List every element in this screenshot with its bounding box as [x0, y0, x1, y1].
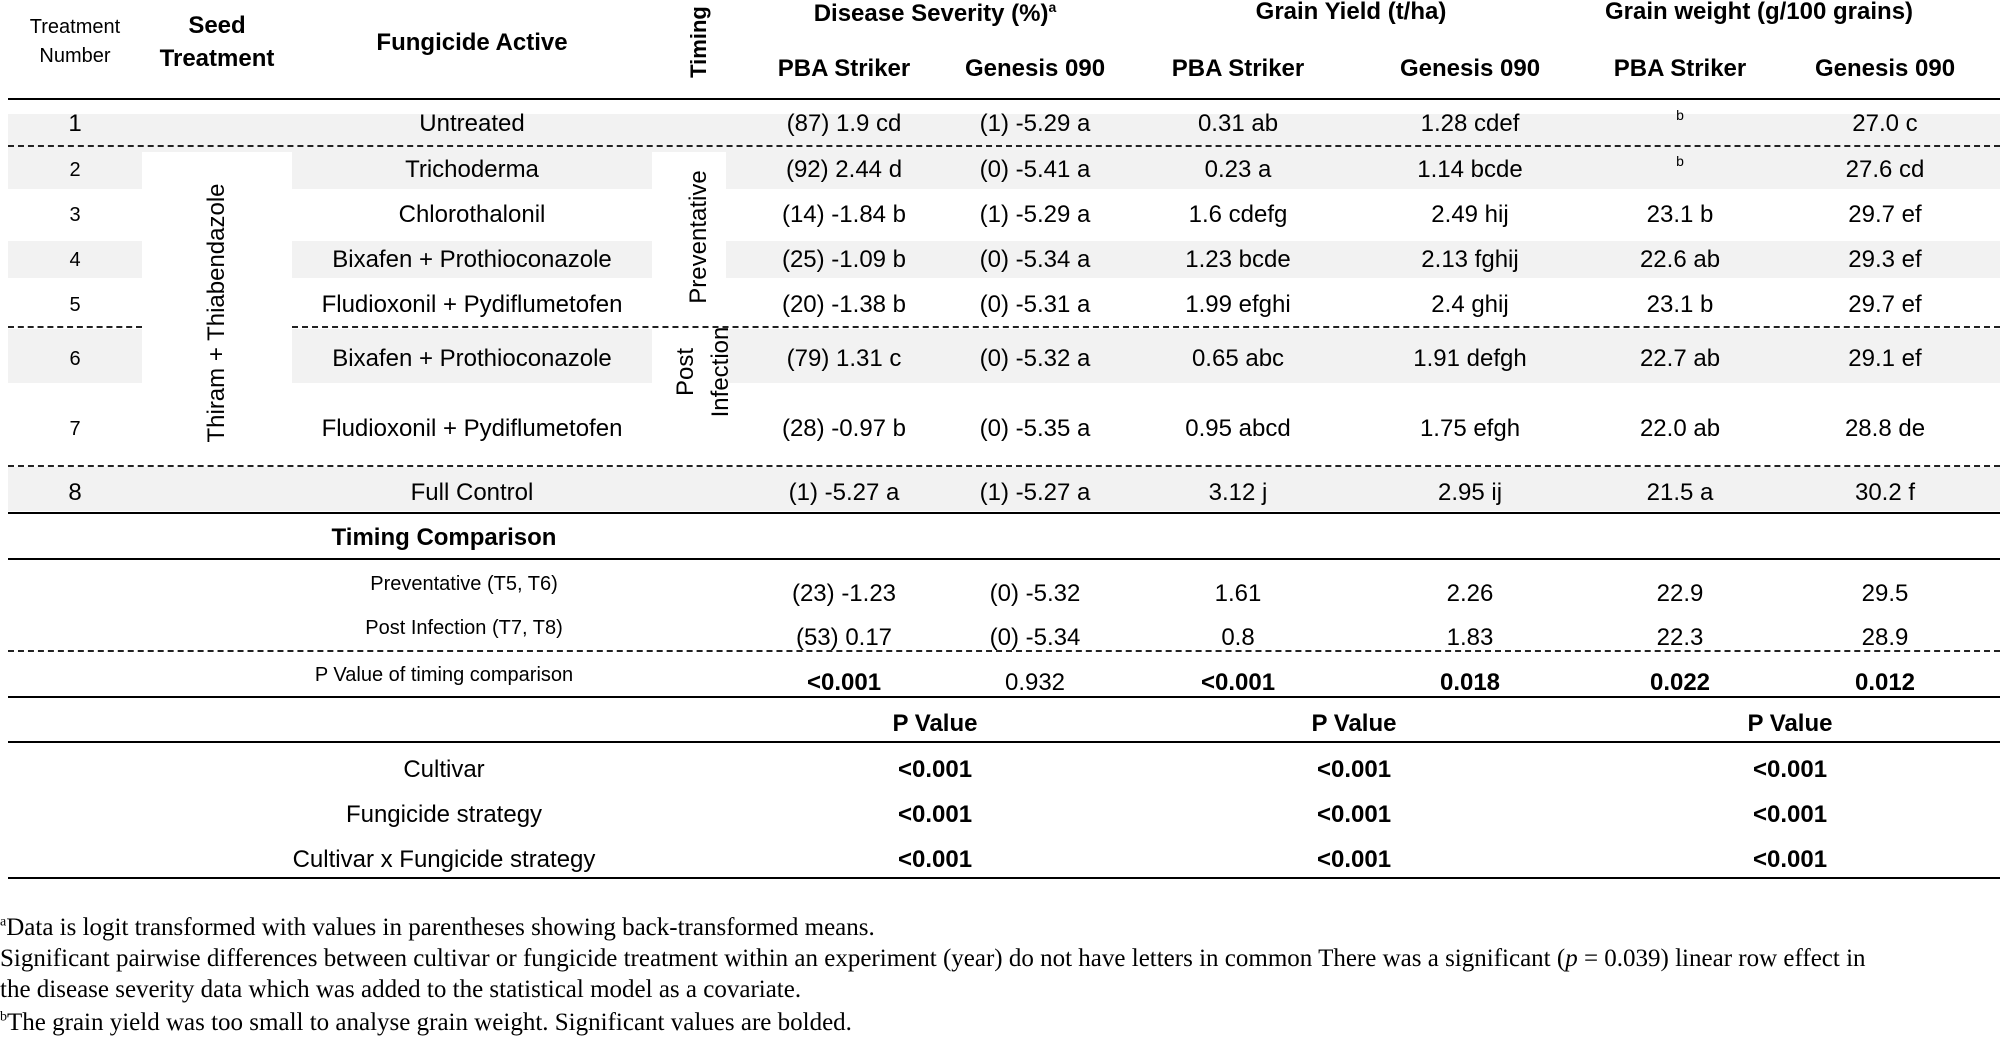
cell-ds1: (1) -5.27 a [788, 479, 900, 506]
cell-gw1: 23.1 b [1646, 201, 1714, 228]
pvalue-ds: <0.001 [897, 801, 973, 828]
cell-gw1: b [1676, 107, 1684, 123]
cell-gy2: 2.13 fghij [1421, 246, 1519, 273]
cell-gw2: 29.7 ef [1848, 291, 1922, 318]
pvalue-timing-ds1: <0.001 [806, 669, 882, 696]
pvalue-gy: <0.001 [1316, 801, 1392, 828]
cell-ds2: (0) -5.35 a [979, 415, 1091, 442]
header-treatment-number-l1: Treatment [29, 16, 121, 38]
timing-comparison-title: Timing Comparison [331, 524, 557, 551]
group-rule-1 [8, 145, 2000, 147]
timing-row-label: Preventative (T5, T6) [370, 573, 558, 595]
footnote-a [0, 915, 875, 940]
footnote-sig-p: p [1565, 945, 1578, 972]
cell-gw2: 29.7 ef [1848, 201, 1922, 228]
timing-preventative: Preventative [685, 170, 712, 304]
header-grain-yield: Grain Yield (t/ha) [1255, 0, 1447, 25]
cell-gy2: 2.49 hij [1431, 201, 1509, 228]
pvalue-header-gw: P Value [1747, 710, 1833, 737]
footnote-a-mark: a [0, 914, 7, 930]
footnote-b [0, 1010, 852, 1035]
footnote-significance-line1 [0, 946, 1866, 971]
footnote-b-text: The grain yield was too small to analyse grain weight. Significant values are bolded. [7, 1009, 852, 1036]
timing-row-label: Post Infection (T7, T8) [365, 617, 563, 639]
cell-gy2: 1.91 defgh [1413, 345, 1527, 372]
cell-gw1: b [1676, 153, 1684, 169]
pvalue-gy: <0.001 [1316, 756, 1392, 783]
header-ds-cultivar-2: Genesis 090 [964, 55, 1106, 82]
pvalue-timing-gw1: 0.022 [1649, 669, 1711, 696]
pvalue-timing-gy1: <0.001 [1200, 669, 1276, 696]
footnote-a-text: Data is logit transformed with values in parentheses showing back-transformed means. [6, 914, 875, 941]
fungicide-active: Bixafen + Prothioconazole [332, 246, 612, 273]
pvalue-header-ds: P Value [892, 710, 978, 737]
fungicide-active: Untreated [419, 110, 525, 137]
header-gw-cultivar-2: Genesis 090 [1814, 55, 1956, 82]
timing-cell-ds2: (0) -5.32 [989, 580, 1081, 607]
treatment-number: 1 [68, 110, 82, 137]
pvalue-timing-ds2: 0.932 [1004, 669, 1066, 696]
section-rule-3 [8, 696, 2000, 698]
cell-ds1: (87) 1.9 cd [786, 110, 902, 137]
table-bottom-rule [8, 877, 2000, 879]
cell-gy1: 0.31 ab [1197, 110, 1279, 137]
header-gy-cultivar-1: PBA Striker [1171, 55, 1305, 82]
cell-gy2: 2.95 ij [1437, 479, 1503, 506]
treatment-number: 2 [69, 159, 81, 181]
seed-treatment-value: Thiram + Thiabendazole [203, 183, 230, 443]
cell-ds2: (0) -5.41 a [979, 156, 1091, 183]
pvalue-timing-gy2: 0.018 [1439, 669, 1501, 696]
treatment-number: 7 [69, 418, 81, 440]
cell-gw2: 28.8 de [1844, 415, 1926, 442]
cell-ds2: (0) -5.31 a [979, 291, 1091, 318]
cell-gw1: 23.1 b [1646, 291, 1714, 318]
timing-cell-gw2: 29.5 [1861, 580, 1909, 607]
cell-gy1: 3.12 j [1208, 479, 1268, 506]
cell-gy1: 0.23 a [1204, 156, 1272, 183]
timing-cell-gw1: 22.3 [1656, 624, 1704, 651]
timing-cell-ds2: (0) -5.34 [989, 624, 1081, 651]
pvalue-header-gy: P Value [1311, 710, 1397, 737]
cell-gw1: 22.7 ab [1639, 345, 1721, 372]
pvalue-factor-label: Cultivar [403, 756, 485, 783]
row-band-4c [726, 241, 2000, 278]
cell-gw1: 22.0 ab [1639, 415, 1721, 442]
section-rule-4 [8, 741, 2000, 743]
group-rule-2b [292, 326, 2000, 328]
cell-ds1: (25) -1.09 b [781, 246, 907, 273]
cell-ds2: (1) -5.29 a [979, 201, 1091, 228]
cell-gw2: 30.2 f [1854, 479, 1916, 506]
cell-gy1: 0.95 abcd [1185, 415, 1291, 442]
header-gw-cultivar-1: PBA Striker [1613, 55, 1747, 82]
cell-gw1: 22.6 ab [1639, 246, 1721, 273]
timing-cell-ds1: (23) -1.23 [791, 580, 897, 607]
timing-cell-ds1: (53) 0.17 [795, 624, 893, 651]
treatment-number: 4 [69, 249, 81, 271]
header-bottom-rule [8, 98, 2000, 100]
cell-gw2: 27.0 c [1852, 110, 1918, 137]
cell-ds1: (92) 2.44 d [785, 156, 903, 183]
pvalue-gw: <0.001 [1752, 801, 1828, 828]
header-disease-severity-text: Disease Severity (%) [813, 0, 1049, 27]
cell-gy1: 1.6 cdefg [1188, 201, 1288, 228]
timing-post-l2: Infection [707, 326, 734, 418]
header-disease-severity-sup: a [1048, 0, 1057, 15]
group-rule-2a [8, 326, 142, 328]
pvalue-timing-gw2: 0.012 [1854, 669, 1916, 696]
pvalue-gw: <0.001 [1752, 756, 1828, 783]
row-band-2c [726, 152, 2000, 189]
pvalue-ds: <0.001 [897, 846, 973, 873]
footnote-sig-post: = 0.039) linear row effect in [1577, 945, 1866, 972]
header-fungicide-active: Fungicide Active [376, 29, 568, 56]
fungicide-active: Fludioxonil + Pydiflumetofen [321, 415, 623, 442]
timing-cell-gw1: 22.9 [1656, 580, 1704, 607]
fungicide-active: Full Control [410, 479, 534, 506]
cell-gw2: 27.6 cd [1845, 156, 1925, 183]
cell-ds1: (79) 1.31 c [786, 345, 902, 372]
pvalue-gy: <0.001 [1316, 846, 1392, 873]
cell-gy2: 1.75 efgh [1419, 415, 1521, 442]
fungicide-active: Fludioxonil + Pydiflumetofen [321, 291, 623, 318]
pvalue-timing-label: P Value of timing comparison [314, 664, 574, 686]
timing-cell-gy2: 2.26 [1446, 580, 1494, 607]
treatment-number: 3 [69, 204, 81, 226]
header-seed-treatment-l1: Seed [188, 12, 246, 39]
cell-gw2: 29.3 ef [1848, 246, 1922, 273]
cell-gy2: 1.14 bcde [1417, 156, 1523, 183]
fungicide-active: Trichoderma [405, 156, 539, 183]
header-timing: Timing [686, 6, 711, 78]
cell-ds1: (28) -0.97 b [781, 415, 907, 442]
row-band-6c [726, 329, 2000, 383]
footnote-b-mark: b [0, 1009, 7, 1025]
cell-gy1: 0.65 abc [1191, 345, 1285, 372]
timing-post-l1: Post [672, 347, 699, 397]
cell-gy2: 1.28 cdef [1420, 110, 1520, 137]
cell-ds2: (1) -5.27 a [979, 479, 1091, 506]
section-rule-2 [8, 558, 2000, 560]
cell-gw2: 29.1 ef [1848, 345, 1922, 372]
timing-cell-gw2: 28.9 [1861, 624, 1909, 651]
pvalue-factor-label: Cultivar x Fungicide strategy [292, 846, 596, 873]
cell-ds1: (20) -1.38 b [781, 291, 907, 318]
treatment-number: 8 [68, 479, 82, 506]
footnote-significance-line2: the disease severity data which was added to the statistical model as a covariate. [0, 976, 802, 1003]
cell-gy1: 1.99 efghi [1185, 291, 1291, 318]
header-treatment-number-l2: Number [39, 45, 111, 67]
fungicide-active: Chlorothalonil [398, 201, 546, 228]
header-gy-cultivar-2: Genesis 090 [1399, 55, 1541, 82]
cell-ds1: (14) -1.84 b [781, 201, 907, 228]
cell-gy1: 1.23 bcde [1185, 246, 1291, 273]
cell-ds2: (0) -5.32 a [979, 345, 1091, 372]
section-rule-1 [8, 512, 2000, 514]
pvalue-gw: <0.001 [1752, 846, 1828, 873]
timing-cell-gy1: 1.61 [1214, 580, 1262, 607]
treatment-number: 6 [69, 348, 81, 370]
cell-ds2: (0) -5.34 a [979, 246, 1091, 273]
group-rule-3 [8, 465, 2000, 467]
footnote-sig-pre: Significant pairwise differences between cultivar or fungicide treatment within an experiment (year) do not have letters in common There was a significant ( [0, 945, 1566, 972]
cell-gy2: 2.4 ghij [1431, 291, 1509, 318]
cell-ds2: (1) -5.29 a [979, 110, 1091, 137]
header-disease-severity [814, 0, 1057, 26]
pvalue-ds: <0.001 [897, 756, 973, 783]
timing-cell-gy2: 1.83 [1446, 624, 1494, 651]
timing-cell-gy1: 0.8 [1221, 624, 1255, 651]
pvalue-factor-label: Fungicide strategy [345, 801, 543, 828]
cell-gw1: 21.5 a [1646, 479, 1714, 506]
header-grain-weight: Grain weight (g/100 grains) [1604, 0, 1914, 25]
fungicide-active: Bixafen + Prothioconazole [332, 345, 612, 372]
treatment-number: 5 [69, 294, 81, 316]
header-seed-treatment-l2: Treatment [159, 45, 275, 72]
header-ds-cultivar-1: PBA Striker [777, 55, 911, 82]
